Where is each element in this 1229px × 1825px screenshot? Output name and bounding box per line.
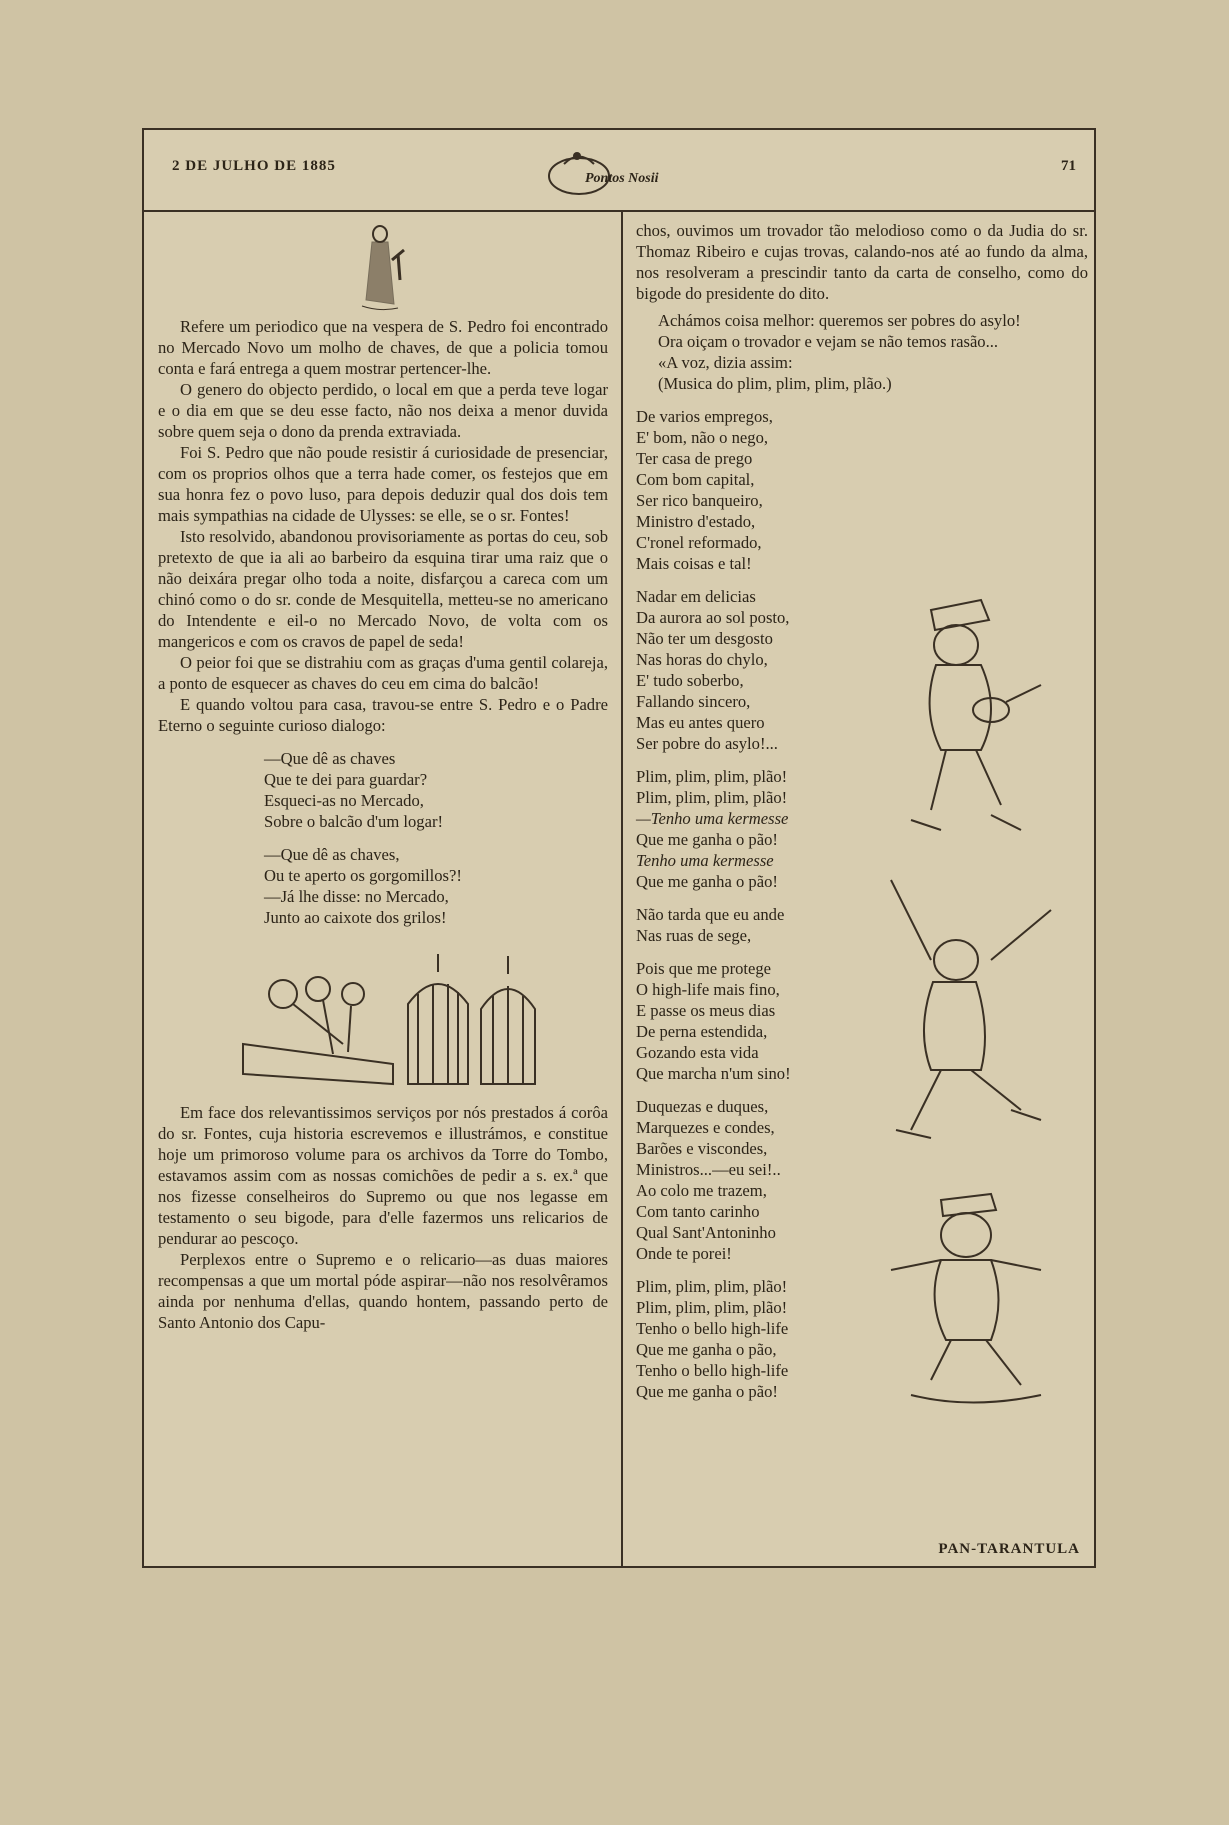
verse-line: Nas ruas de sege, xyxy=(636,926,752,945)
dialogue-verse-2 xyxy=(264,844,608,928)
right-paragraph-4: «A voz, dizia assim: xyxy=(658,353,793,372)
verse-line: Fallando sincero, xyxy=(636,692,751,711)
page-number: 71 xyxy=(1061,158,1076,174)
verse-line: Mas eu antes quero xyxy=(636,713,765,732)
verse-line: —Que dê as chaves xyxy=(264,749,396,768)
paragraph-5: O peior foi que se distrahiu com as graças d'uma gentil colareja, a ponto de esquecer as chaves do ceu em cima do balcão! xyxy=(158,653,608,693)
column-divider xyxy=(621,212,623,1568)
paragraph-2: O genero do objecto perdido, o local em que a perda teve logar e o dia em que se deu esse facto, não nos deixa a menor duvida sobre quem seja o dono da prenda extraviada. xyxy=(158,380,608,441)
right-paragraph-2: Achámos coisa melhor: queremos ser pobres do asylo! xyxy=(658,311,1021,330)
jumping-trovador-illustration xyxy=(871,1180,1071,1420)
verse-line: Duquezas e duques, xyxy=(636,1097,769,1116)
verse-line: Da aurora ao sol posto, xyxy=(636,608,790,627)
dialogue-verse-1 xyxy=(264,748,608,832)
verse-line: Barões e viscondes, xyxy=(636,1139,768,1158)
verse-line: Mais coisas e tal! xyxy=(636,554,752,573)
right-paragraph-5: (Musica do plim, plim, plim, plão.) xyxy=(658,374,892,393)
verse-line: —Já lhe disse: no Mercado, xyxy=(264,887,449,906)
verse-line: C'ronel reformado, xyxy=(636,533,762,552)
verse-line: Que marcha n'um sino! xyxy=(636,1064,791,1083)
verse-line: De varios empregos, xyxy=(636,407,773,426)
verse-line: Plim, plim, plim, plão! xyxy=(636,767,788,786)
verse-line: Junto ao caixote dos grilos! xyxy=(264,908,447,927)
verse-line: Que me ganha o pão! xyxy=(636,830,778,849)
paragraph-3: Foi S. Pedro que não poude resistir á curiosidade de presenciar, com os proprios olhos que a terra hade comer, os festejos que em sua honra fez o povo luso, para depois deduzir qual dos dois tem mais sympathias na cidade de Ulysses: se elle, se o sr. Fontes! xyxy=(158,443,608,525)
page-header xyxy=(144,130,1094,212)
verse-line: Ou te aperto os gorgomillos?! xyxy=(264,866,462,885)
masthead-logo xyxy=(539,144,689,200)
trovador-with-guitar-illustration xyxy=(871,590,1071,850)
verse-line: Que me ganha o pão! xyxy=(636,872,778,891)
verse-line: Marquezes e condes, xyxy=(636,1118,775,1137)
verse-line: Ao colo me trazem, xyxy=(636,1181,767,1200)
paragraph-4: Isto resolvido, abandonou provisoriamente as portas do ceu, sob pretexto de que ia ali ao barbeiro da esquina tirar uma raiz que o não deixára pregar olho toda a noite, disfarçou a careca com um chinó como o do sr. conde de Mesquitella, metteu-se no americano do Intendente e eil-o no Mercado Novo, de volta com os mangericos e com os cravos de papel de seda! xyxy=(158,527,608,651)
song-stanza-3a xyxy=(636,904,866,946)
verse-line: Pois que me protege xyxy=(636,959,772,978)
right-column xyxy=(636,220,1088,1414)
verse-line: Com tanto carinho xyxy=(636,1202,760,1221)
verse-line: Ministros...—eu sei!.. xyxy=(636,1160,781,1179)
verse-line: —Tenho uma kermesse xyxy=(636,809,789,828)
verse-line: —Que dê as chaves, xyxy=(264,845,400,864)
song-stanza-4 xyxy=(636,1096,866,1264)
verse-line: Tenho uma kermesse xyxy=(636,851,774,870)
verse-line: Tenho o bello high-life xyxy=(636,1319,789,1338)
verse-line: Tenho o bello high-life xyxy=(636,1361,789,1380)
verse-line: Ser pobre do asylo!... xyxy=(636,734,778,753)
paragraph-8: Perplexos entre o Supremo e o relicario—as duas maiores recompensas a que um mortal póde aspirar—não nos resolvêramos ainda por nenhuma d'ellas, quando hontem, passando perto de Santo Antonio dos Capu- xyxy=(158,1250,608,1332)
verse-line: Que te dei para guardar? xyxy=(264,770,428,789)
paragraph-6: E quando voltou para casa, travou-se entre S. Pedro e o Padre Eterno o seguinte curioso dialogo: xyxy=(158,695,608,735)
verse-line: Plim, plim, plim, plão! xyxy=(636,788,788,807)
song-stanza-1 xyxy=(636,406,866,574)
verse-line: E passe os meus dias xyxy=(636,1001,776,1020)
verse-line: De perna estendida, xyxy=(636,1022,768,1041)
right-paragraph-3: Ora oiçam o trovador e vejam se não temos rasão... xyxy=(658,332,999,351)
verse-line: Ter casa de prego xyxy=(636,449,753,468)
verse-line: Gozando esta vida xyxy=(636,1043,759,1062)
verse-line: E' bom, não o nego, xyxy=(636,428,769,447)
paragraph-7: Em face dos relevantissimos serviços por nós prestados á corôa do sr. Fontes, cuja historia escrevemos e illustrámos, e constitue hoje um primoroso volume para os archivos da Torre do Tombo, estavamos assim com as nossas comichões de pedir a s. ex.ª que nos fizesse conselheiros do Supremo ou que nos legasse em testamento o seu bigode, para d'elle fazermos uns relicarios de pendurar ao pescoço. xyxy=(158,1103,608,1248)
dancing-trovador-illustration xyxy=(871,870,1071,1150)
masthead-text: Pontos Nosii xyxy=(585,171,659,186)
issue-date: 2 DE JULHO DE 1885 xyxy=(172,158,336,174)
paragraph-1: Refere um periodico que na vespera de S. Pedro foi encontrado no Mercado Novo um molho de chaves, de que a policia tomou conta e fará entrega a quem mostrar pertencer-lhe. xyxy=(158,317,608,378)
keys-and-cricket-cages-illustration xyxy=(223,934,543,1094)
left-column xyxy=(158,220,608,1333)
verse-line: Não tarda que eu ande xyxy=(636,905,785,924)
verse-line: Com bom capital, xyxy=(636,470,755,489)
verse-line: Que me ganha o pão, xyxy=(636,1340,777,1359)
verse-line: Ser rico banqueiro, xyxy=(636,491,763,510)
verse-line: Ministro d'estado, xyxy=(636,512,756,531)
song-stanza-2 xyxy=(636,586,866,754)
verse-line: Qual Sant'Antoninho xyxy=(636,1223,776,1242)
song-refrain-1 xyxy=(636,766,866,892)
song-refrain-2 xyxy=(636,1276,866,1402)
verse-line: Plim, plim, plim, plão! xyxy=(636,1298,788,1317)
song-verses xyxy=(636,406,866,1402)
verse-line: Esqueci-as no Mercado, xyxy=(264,791,424,810)
verse-line: Nas horas do chylo, xyxy=(636,650,768,669)
saint-figure-illustration xyxy=(348,220,418,316)
verse-line: E' tudo soberbo, xyxy=(636,671,744,690)
newspaper-page xyxy=(142,128,1096,1568)
verse-line: Sobre o balcão d'um logar! xyxy=(264,812,444,831)
verse-line: Nadar em delicias xyxy=(636,587,756,606)
verse-line: Plim, plim, plim, plão! xyxy=(636,1277,788,1296)
verse-line: O high-life mais fino, xyxy=(636,980,780,999)
verse-line: Que me ganha o pão! xyxy=(636,1382,778,1401)
author-signature: PAN-TARANTULA xyxy=(938,1541,1080,1557)
verse-line: Onde te porei! xyxy=(636,1244,732,1263)
song-stanza-3b xyxy=(636,958,866,1084)
right-intro: chos, ouvimos um trovador tão melodioso como o da Judia do sr. Thomaz Ribeiro e cujas trovas, calando-nos até ao fundo da alma, nos resolveram a prescindir tanto da carta de conselho, como do bigode do presidente do dito. xyxy=(636,221,1088,303)
verse-line: Não ter um desgosto xyxy=(636,629,773,648)
